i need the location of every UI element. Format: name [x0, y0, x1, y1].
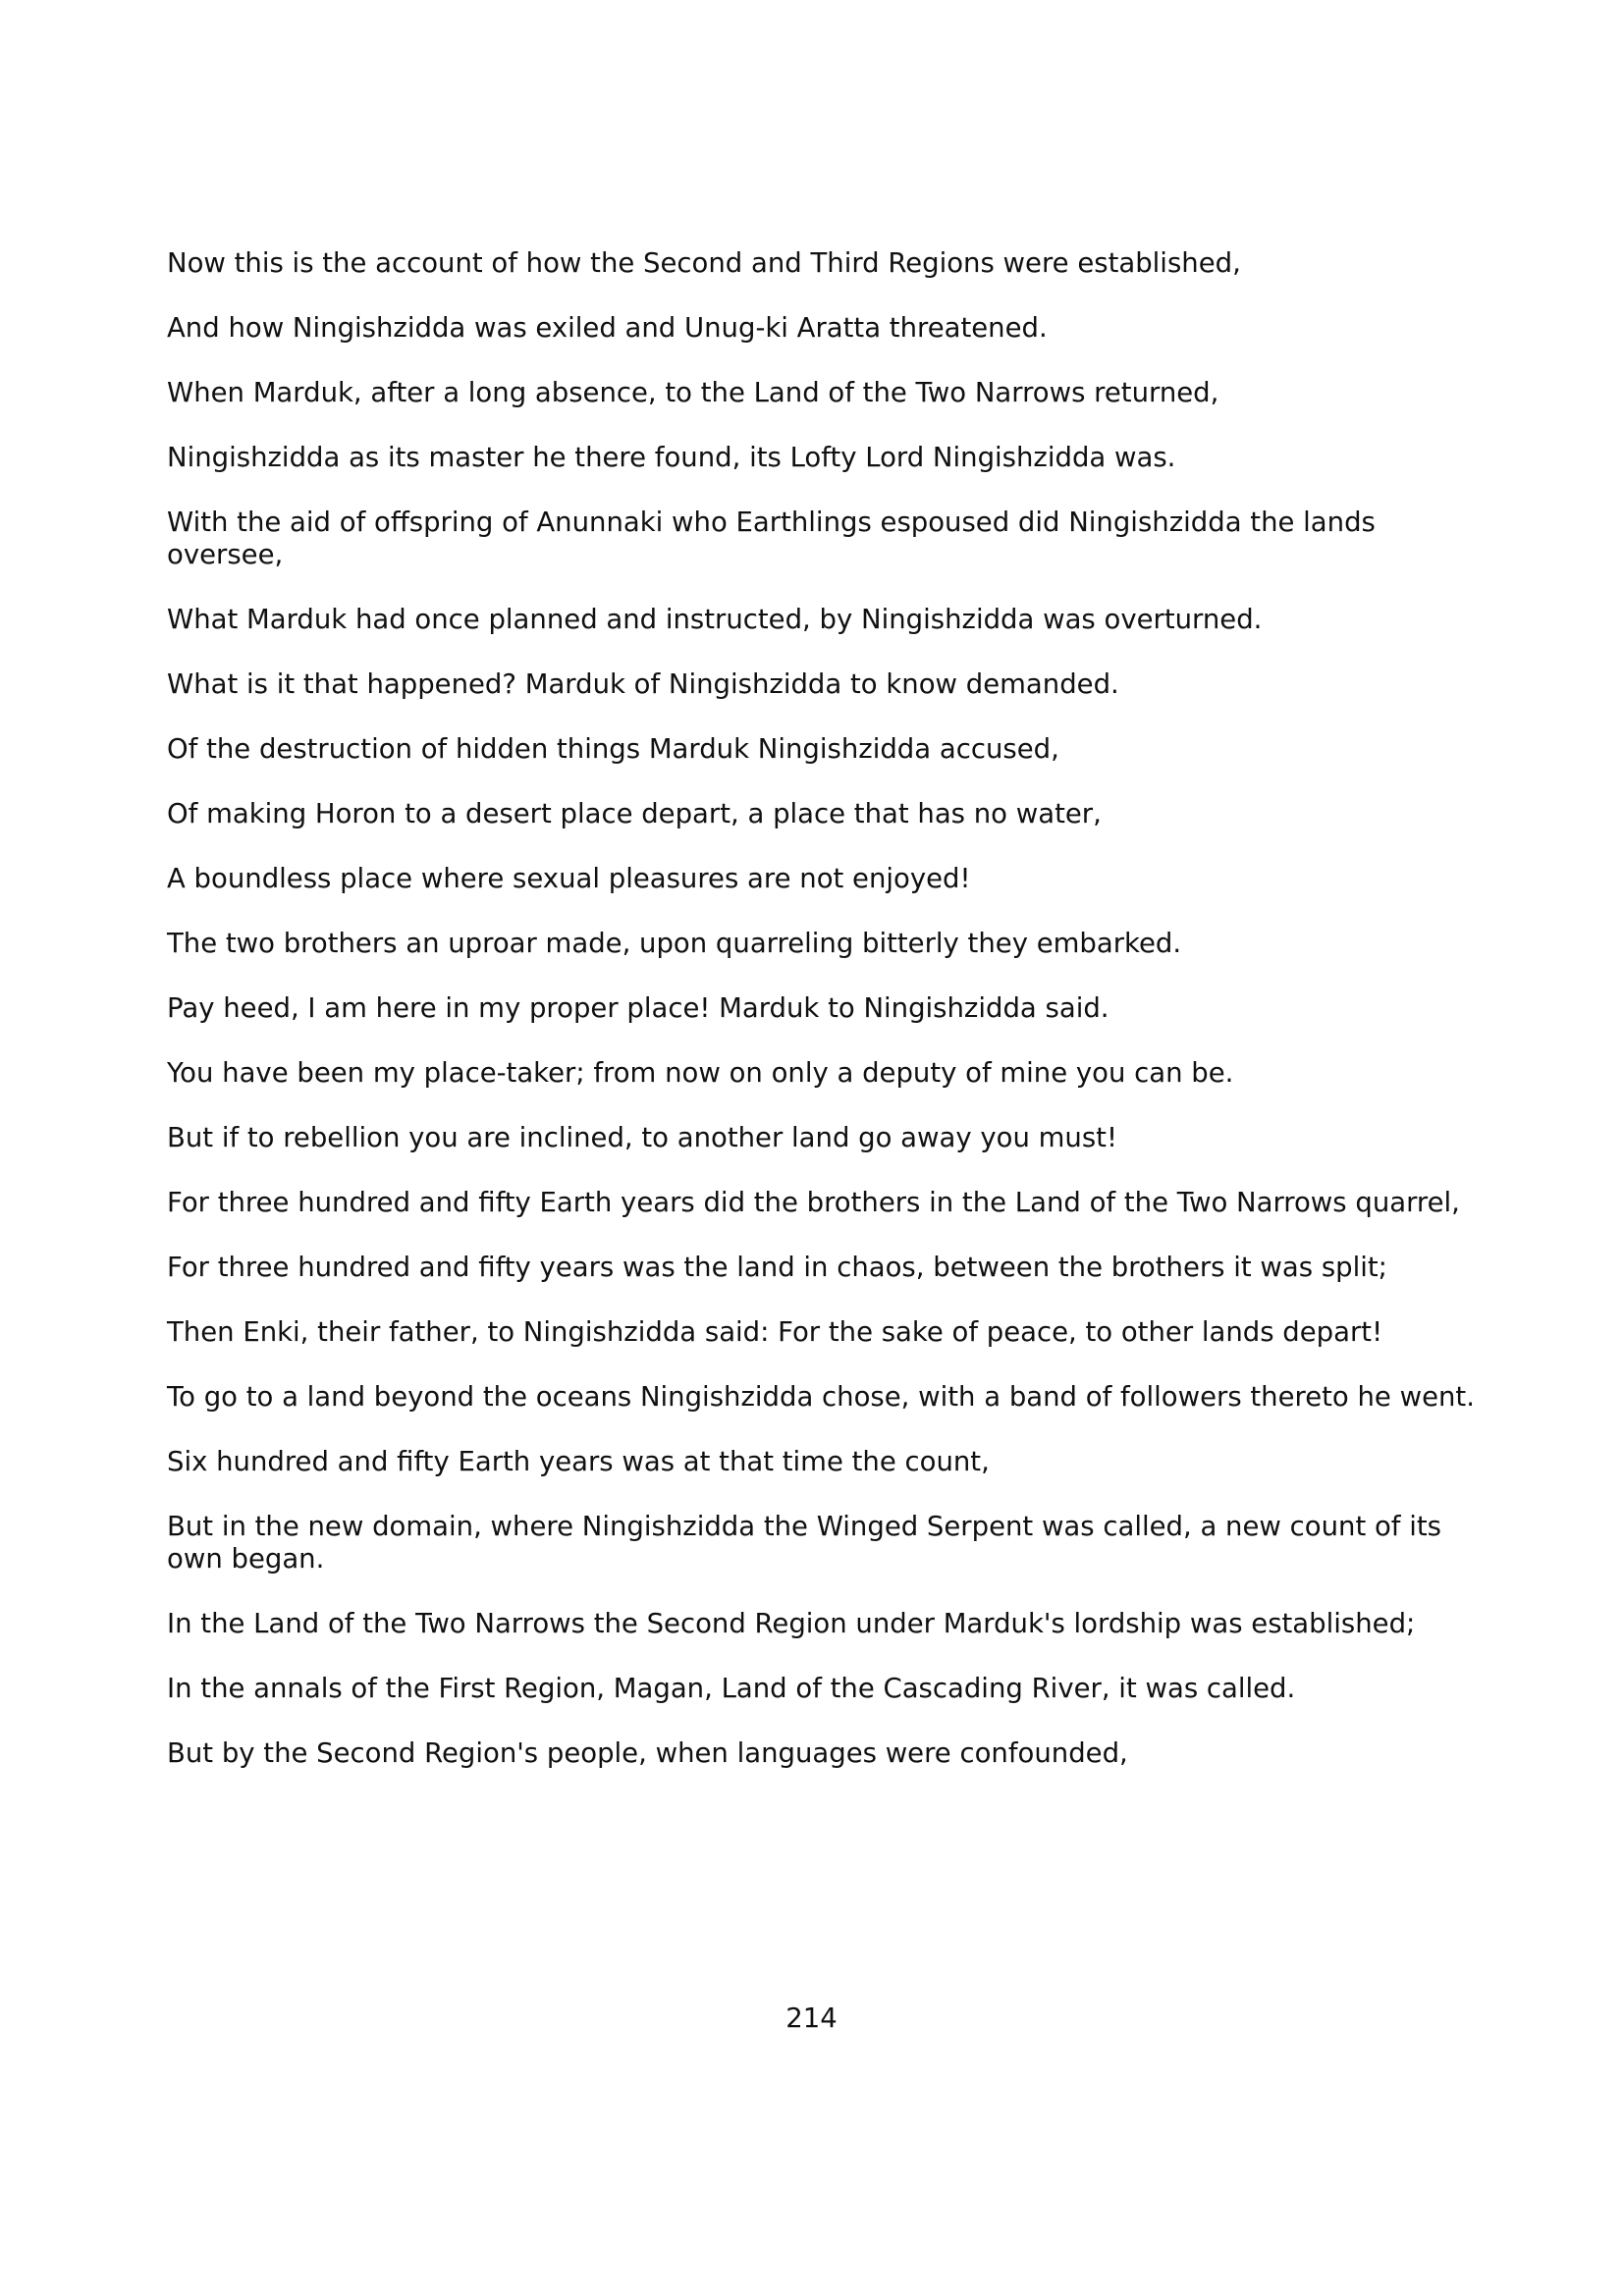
- paragraph: But in the new domain, where Ningishzidda the Winged Serpent was called, a new count of its own began.: [167, 1511, 1441, 1575]
- paragraph: A boundless place where sexual pleasures are not enjoyed!: [167, 863, 971, 894]
- paragraph: Ningishzidda as its master he there found, its Lofty Lord Ningishzidda was.: [167, 442, 1176, 473]
- paragraph: When Marduk, after a long absence, to the Land of the Two Narrows returned,: [167, 377, 1219, 408]
- page-number: 214: [785, 2002, 838, 2034]
- paragraph: But if to rebellion you are inclined, to another land go away you must!: [167, 1122, 1117, 1153]
- paragraph: In the Land of the Two Narrows the Second Region under Marduk's lordship was established;: [167, 1608, 1416, 1639]
- paragraph: In the annals of the First Region, Magan, Land of the Cascading River, it was called.: [167, 1673, 1296, 1704]
- paragraph: Then Enki, their father, to Ningishzidda said: For the sake of peace, to other lands depart!: [167, 1316, 1383, 1348]
- paragraph: To go to a land beyond the oceans Ningishzidda chose, with a band of followers thereto he went.: [167, 1381, 1475, 1413]
- paragraph: You have been my place-taker; from now on only a deputy of mine you can be.: [167, 1057, 1234, 1089]
- paragraph: But by the Second Region's people, when languages were confounded,: [167, 1737, 1128, 1769]
- paragraph: What Marduk had once planned and instructed, by Ningishzidda was overturned.: [167, 604, 1263, 635]
- paragraph: The two brothers an uproar made, upon quarreling bitterly they embarked.: [167, 928, 1182, 959]
- paragraph: With the aid of offspring of Anunnaki who Earthlings espoused did Ningishzidda the lands oversee,: [167, 507, 1376, 570]
- paragraph: For three hundred and fifty years was the land in chaos, between the brothers it was split;: [167, 1252, 1387, 1283]
- paragraph: Of making Horon to a desert place depart, a place that has no water,: [167, 798, 1102, 829]
- paragraph: And how Ningishzidda was exiled and Unug-ki Aratta threatened.: [167, 312, 1048, 344]
- paragraph: Pay heed, I am here in my proper place! Marduk to Ningishzidda said.: [167, 992, 1109, 1024]
- paragraph: Of the destruction of hidden things Marduk Ningishzidda accused,: [167, 733, 1059, 765]
- paragraph: What is it that happened? Marduk of Ningishzidda to know demanded.: [167, 668, 1119, 700]
- paragraph: For three hundred and fifty Earth years did the brothers in the Land of the Two Narrows quarrel,: [167, 1187, 1460, 1218]
- body-text: [167, 247, 1483, 1802]
- paragraph: Now this is the account of how the Second and Third Regions were established,: [167, 247, 1241, 279]
- paragraph: Six hundred and fifty Earth years was at that time the count,: [167, 1446, 990, 1477]
